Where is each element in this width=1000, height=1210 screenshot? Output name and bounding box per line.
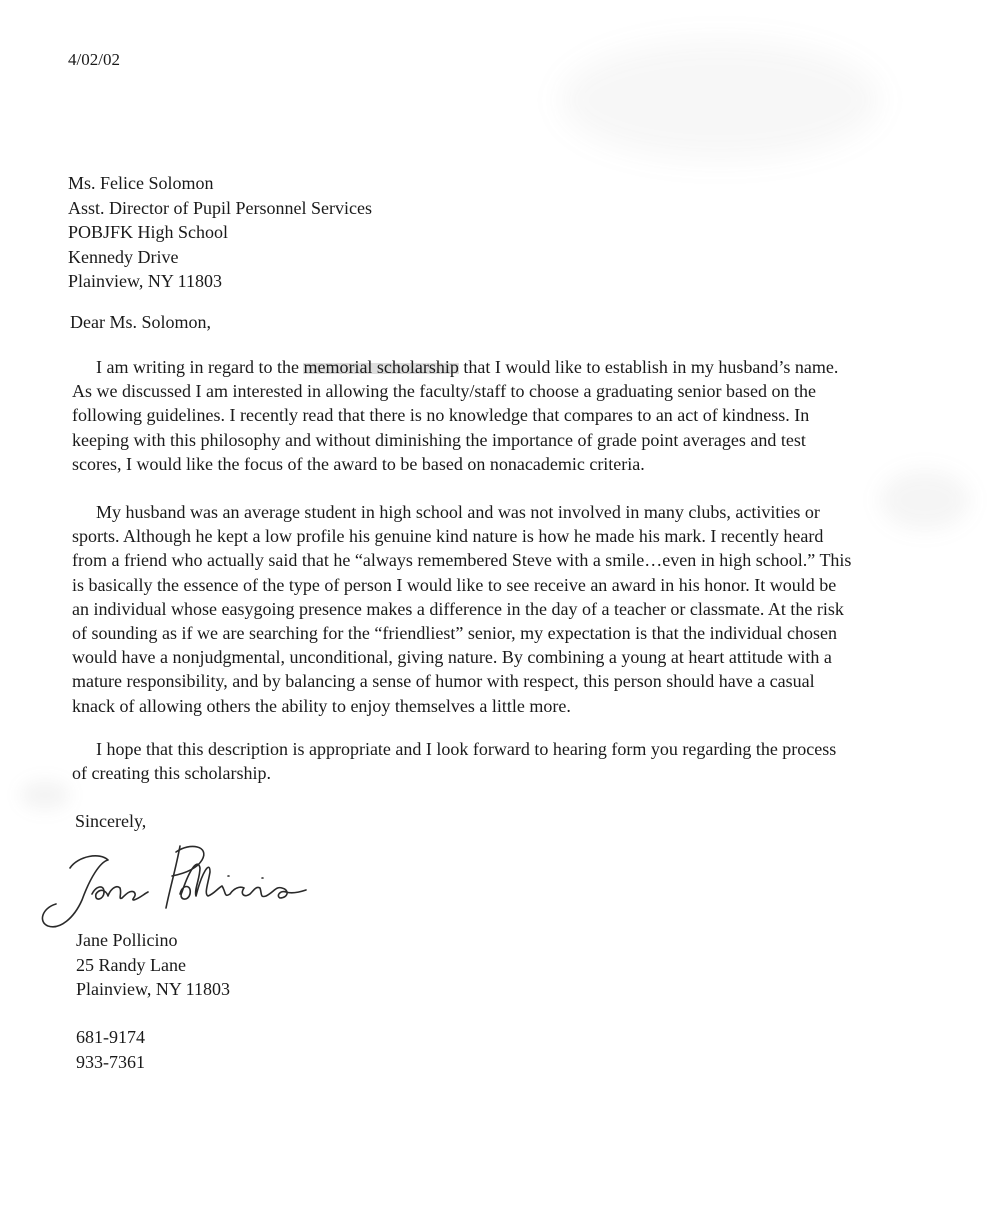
paragraph-husband	[72, 500, 942, 718]
paragraph-line: I hope that this description is appropriate and I look forward to hearing form you regarding the process	[96, 739, 837, 759]
phone-number: 933-7361	[76, 1051, 145, 1072]
paragraph-line: of sounding as if we are searching for the “friendliest” senior, my expectation is that the individual chosen	[72, 623, 838, 644]
paragraph-line	[72, 355, 942, 379]
phone-numbers	[76, 1025, 145, 1074]
line-text: that I would like to establish in my husband’s name.	[458, 357, 839, 377]
letter-date: 4/02/02	[68, 50, 120, 69]
paragraph-line: of creating this scholarship.	[72, 763, 271, 784]
sender-street: 25 Randy Lane	[76, 954, 186, 975]
recipient-street: Kennedy Drive	[68, 246, 179, 267]
paragraph-line: keeping with this philosophy and without diminishing the importance of grade point averages and test	[72, 429, 806, 450]
scan-noise	[560, 40, 880, 160]
paragraph-closing	[72, 737, 942, 785]
signature	[30, 838, 310, 938]
paragraph-line: sports. Although he kept a low profile his genuine kind nature is how he made his mark. I recently heard	[72, 526, 824, 547]
paragraph-line: from a friend who actually said that he “always remembered Steve with a smile…even in high school.” This	[72, 550, 852, 571]
paragraph-line: knack of allowing others the ability to enjoy themselves a little more.	[72, 695, 571, 716]
recipient-name: Ms. Felice Solomon	[68, 173, 214, 193]
paragraph-line: would have a nonjudgmental, unconditional, giving nature. By combining a young at heart attitude with a	[72, 647, 832, 668]
phone-number: 681-9174	[76, 1027, 145, 1047]
paragraph-line: scores, I would like the focus of the award to be based on nonacademic criteria.	[72, 453, 645, 474]
recipient-address	[68, 171, 372, 294]
highlighted-phrase: memorial scholarship	[303, 357, 459, 377]
sender-city: Plainview, NY 11803	[76, 979, 230, 999]
paragraph-line: My husband was an average student in high school and was not involved in many clubs, activities or	[96, 502, 820, 522]
line-text: I am writing in regard to the	[96, 357, 304, 377]
sender-name: Jane Pollicino	[76, 930, 178, 950]
recipient-city: Plainview, NY 11803	[68, 271, 222, 291]
scan-noise	[20, 780, 70, 810]
recipient-title: Asst. Director of Pupil Personnel Services	[68, 197, 372, 218]
paragraph-line: mature responsibility, and by balancing a sense of humor with respect, this person should have a casual	[72, 671, 815, 692]
paragraph-line: following guidelines. I recently read that there is no knowledge that compares to an act of kindness. In	[72, 405, 810, 426]
salutation: Dear Ms. Solomon,	[70, 312, 211, 332]
closing: Sincerely,	[75, 811, 147, 831]
paragraph-line: an individual whose easygoing presence makes a difference in the day of a teacher or classmate. At the risk	[72, 598, 844, 619]
paragraph-intro	[72, 355, 942, 476]
paragraph-line: As we discussed I am interested in allowing the faculty/staff to choose a graduating senior based on the	[72, 381, 816, 402]
sender-address	[76, 928, 230, 1002]
paragraph-line: is basically the essence of the type of person I would like to see receive an award in his honor. It would be	[72, 574, 837, 595]
recipient-organization: POBJFK High School	[68, 222, 229, 242]
